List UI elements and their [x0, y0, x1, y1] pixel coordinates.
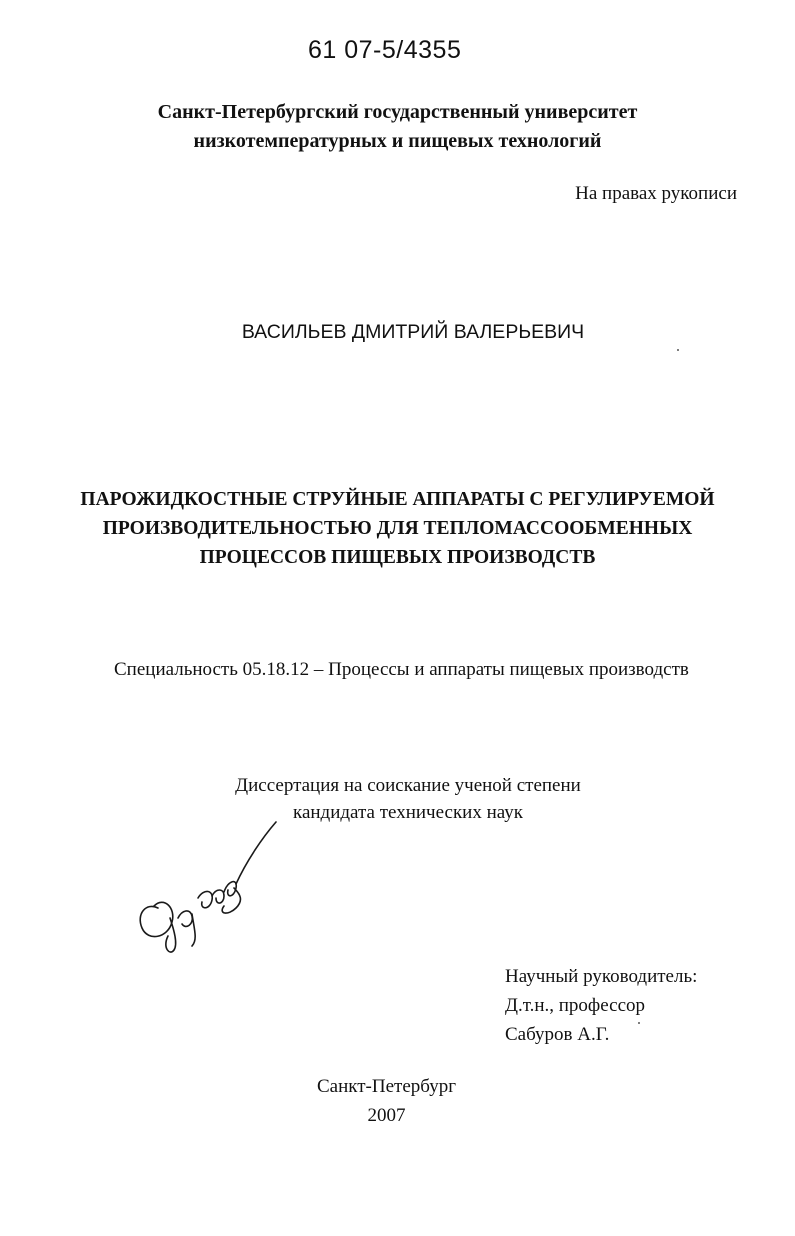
specialty: Специальность 05.18.12 – Процессы и аппараты пищевых производств	[114, 659, 689, 680]
degree-line1: Диссертация на соискание ученой степени	[235, 775, 581, 796]
scan-speck	[638, 1022, 640, 1024]
footer-city: Санкт-Петербург	[316, 1076, 456, 1097]
author-name: ВАСИЛЬЕВ ДМИТРИЙ ВАЛЕРЬЕВИЧ	[241, 321, 585, 343]
title-line1: ПАРОЖИДКОСТНЫЕ СТРУЙНЫЕ АППАРАТЫ С РЕГУЛИРУЕМОЙ	[80, 489, 715, 510]
title-line3: ПРОЦЕССОВ ПИЩЕВЫХ ПРОИЗВОДСТВ	[199, 547, 596, 568]
university-name-line1: Санкт-Петербургский государственный университет	[157, 101, 638, 123]
catalog-number: 61 07-5/4355	[308, 36, 462, 64]
supervisor-degree: Д.т.н., профессор	[505, 995, 646, 1016]
manuscript-rights: На правах рукописи	[575, 183, 737, 204]
handwritten-signature-icon	[128, 818, 288, 958]
place-and-year	[0, 1072, 773, 1130]
university-name	[0, 98, 795, 156]
scan-speck	[677, 349, 679, 351]
dissertation-title	[0, 485, 795, 572]
supervisor-name: Сабуров А.Г.	[505, 1024, 610, 1045]
supervisor-block	[505, 962, 697, 1049]
footer-year: 2007	[367, 1105, 406, 1126]
title-line2: ПРОИЗВОДИТЕЛЬНОСТЬЮ ДЛЯ ТЕПЛОМАССООБМЕННЫХ	[102, 518, 693, 539]
degree-statement	[0, 772, 795, 826]
degree-line2: кандидата технических наук	[293, 802, 523, 823]
supervisor-label: Научный руководитель:	[505, 966, 698, 987]
university-name-line2: низкотемпературных и пищевых технологий	[193, 130, 602, 152]
